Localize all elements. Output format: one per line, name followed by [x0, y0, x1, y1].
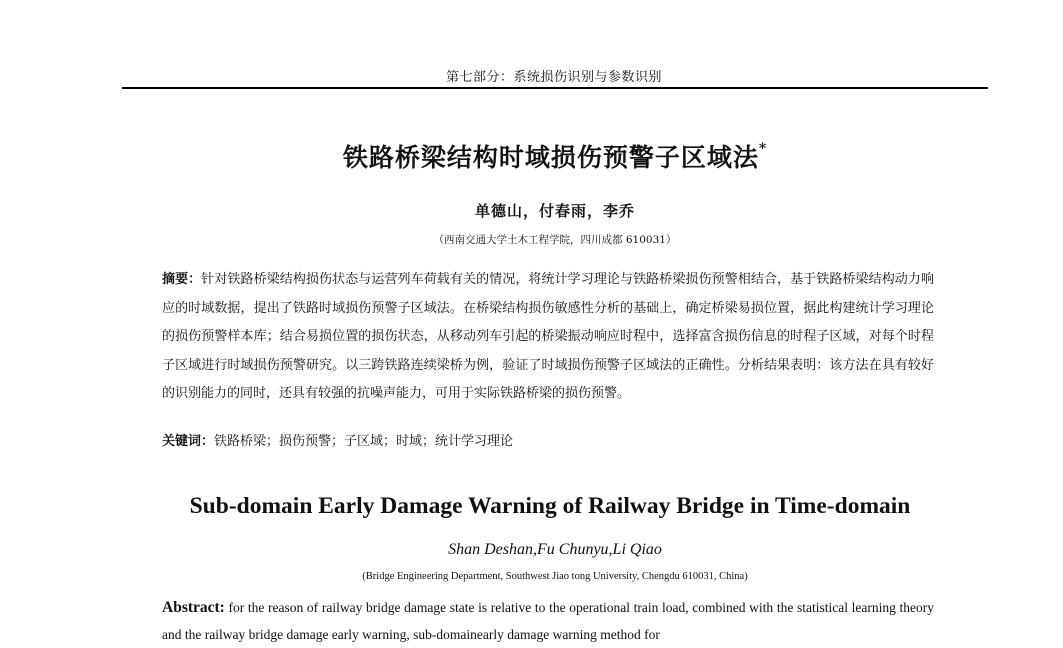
english-affiliation: (Bridge Engineering Department, Southwest Jiao tong University, Chengdu 610031, China) — [362, 571, 748, 582]
chinese-authors: 单德山，付春雨，李乔 — [474, 202, 635, 220]
chinese-keywords-text: 铁路桥梁；损伤预警；子区域；时域；统计学习理论 — [214, 434, 514, 449]
english-abstract — [162, 594, 934, 648]
english-abstract-text: for the reason of railway bridge damage state is relative to the operational train load, combined with the statistical learning theory and the railway bridge damage early warning, sub-domainearly damage warning method for — [162, 600, 934, 642]
chinese-keywords — [162, 428, 934, 456]
chinese-abstract-text: 针对铁路桥梁结构损伤状态与运营列车荷载有关的情况，将统计学习理论与铁路桥梁损伤预警相结合，基于铁路桥梁结构动力响应的时域数据，提出了铁路时域损伤预警子区域法。在桥梁结构损伤敏感性分析的基础上，确定桥梁易损位置，据此构建统计学习理论的损伤预警样本库；结合易损位置的损伤状态，从移动列车引起的桥梁振动响应时程中，选择富含损伤信息的时程子区域，对每个时程子区域进行时域损伤预警研究。以三跨铁路连续梁桥为例，验证了时域损伤预警子区域法的正确性。分析结果表明：该方法在具有较好的识别能力的同时，还具有较强的抗噪声能力，可用于实际铁路桥梁的损伤预警。 — [162, 272, 934, 401]
running-header: 第七部分：系统损伤识别与参数识别 — [445, 70, 662, 85]
chinese-title-text: 铁路桥梁结构时域损伤预警子区域法 — [342, 143, 759, 172]
chinese-title — [160, 138, 950, 174]
english-authors: Shan Deshan,Fu Chunyu,Li Qiao — [448, 541, 662, 558]
chinese-abstract-label: 摘要： — [162, 272, 202, 287]
header-rule — [122, 87, 988, 89]
english-title: Sub-domain Early Damage Warning of Railway Bridge in Time-domain — [189, 493, 911, 519]
chinese-abstract — [162, 266, 934, 409]
title-footnote-mark: * — [758, 140, 768, 157]
chinese-affiliation: （西南交通大学土木工程学院，四川成都 610031） — [433, 234, 677, 246]
english-abstract-label: Abstract: — [162, 599, 225, 616]
chinese-keywords-label: 关键词： — [162, 434, 215, 449]
